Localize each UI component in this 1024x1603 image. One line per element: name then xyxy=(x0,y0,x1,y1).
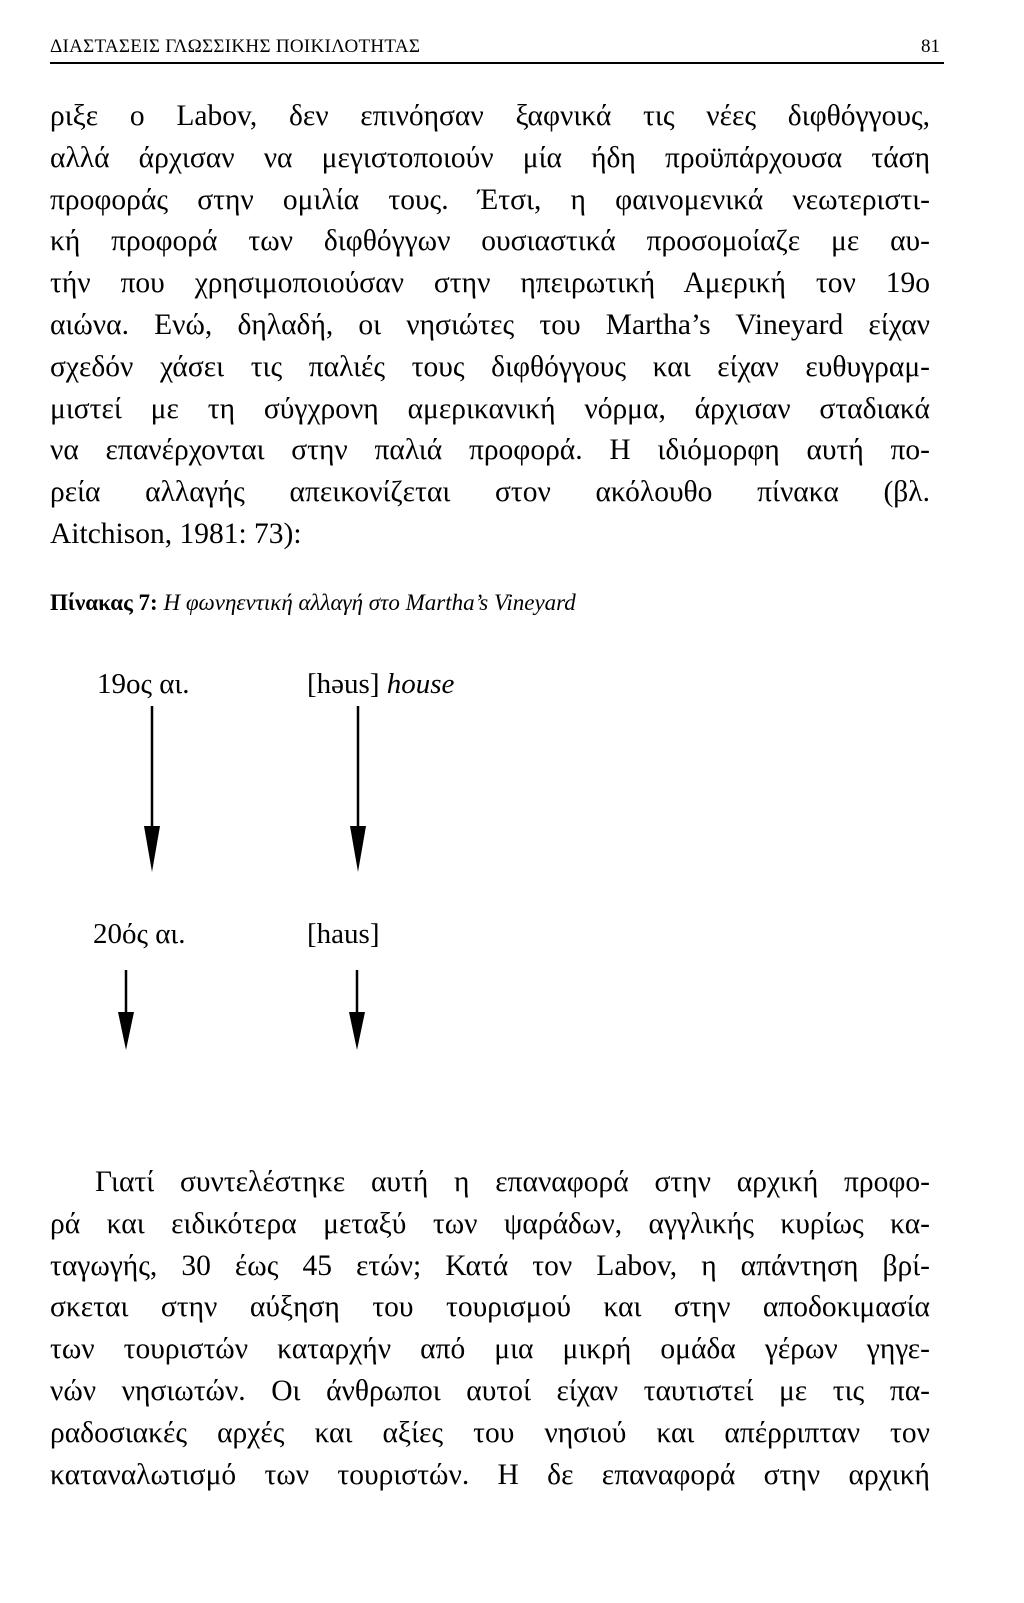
text-line: Γιατί συντελέστηκε αυτή η επαναφορά στην αρχική προφο- xyxy=(95,1166,930,1198)
period-20th-century: 20ός αι. xyxy=(93,918,186,950)
down-arrow-icon xyxy=(114,970,138,1052)
table-caption-label: Πίνακας 7: xyxy=(50,590,158,615)
example-word: house xyxy=(386,668,455,700)
text-line: Aitchison, 1981: 73): xyxy=(50,517,302,550)
text-line: κή προφορά των διφθόγγων ουσιαστικά προσομοίαζε με αυ- xyxy=(50,225,930,258)
text-line: ριξε ο Labov, δεν επινόησαν ξαφνικά τις νέες διφθόγγους, xyxy=(50,100,930,132)
down-arrow-icon xyxy=(140,706,164,874)
text-line: τήν που χρησιμοποιούσαν στην ηπειρωτική Αμερική τον 19ο xyxy=(50,267,930,300)
text-line: μιστεί με τη σύγχρονη αμερικανική νόρμα, άρχισαν σταδιακά xyxy=(50,392,930,425)
text-line: ρά και ειδικότερα μεταξύ των ψαράδων, αγγλικής κυρίως κα- xyxy=(50,1207,930,1240)
running-title: ΔΙΑΣΤΑΣΕΙΣ ΓΛΩΣΣΙΚΗΣ ΠΟΙΚΙΛΟΤΗΤΑΣ xyxy=(50,36,421,57)
down-arrow-icon xyxy=(345,970,369,1052)
phonetic-19th-century xyxy=(307,668,454,701)
text-line: ραδοσιακές αρχές και αξίες του νησιού και απέρριπταν τον xyxy=(50,1416,930,1449)
table-caption-text: Η φωνηεντική αλλαγή στο Martha’s Vineyard xyxy=(163,590,576,615)
text-line: νών νησιωτών. Οι άνθρωποι αυτοί είχαν ταυτιστεί με τις πα- xyxy=(50,1374,930,1407)
page-number: 81 xyxy=(921,36,940,57)
text-line: καταναλωτισμό των τουριστών. Η δε επαναφορά στην αρχική xyxy=(50,1458,930,1491)
text-line: σκεται στην αύξηση του τουρισμού και στην αποδοκιμασία xyxy=(50,1291,930,1324)
running-header xyxy=(50,36,944,64)
text-line: να επανέρχονται στην παλιά προφορά. Η ιδιόμορφη αυτή πο- xyxy=(50,434,930,467)
paragraph-2 xyxy=(50,1162,930,1496)
text-line: των τουριστών καταρχήν από μια μικρή ομάδα γέρων γηγε- xyxy=(50,1333,930,1366)
text-line: προφοράς στην ομιλία τους. Έτσι, η φαινομενικά νεωτεριστι- xyxy=(50,183,930,216)
phonetic-20th-century: [haus] xyxy=(307,918,380,950)
text-line: σχεδόν χάσει τις παλιές τους διφθόγγους και είχαν ευθυγραμ- xyxy=(50,350,930,383)
text-line: ρεία αλλαγής απεικονίζεται στον ακόλουθο πίνακα (βλ. xyxy=(50,476,930,509)
text-line: ταγωγής, 30 έως 45 ετών; Κατά τον Labov, η απάντηση βρί- xyxy=(50,1249,930,1282)
text-line: αλλά άρχισαν να μεγιστοποιούν μία ήδη προϋπάρχουσα τάση xyxy=(50,141,930,174)
paragraph-1 xyxy=(50,96,930,556)
down-arrow-icon xyxy=(346,706,370,874)
text-line: αιώνα. Ενώ, δηλαδή, οι νησιώτες του Martha’s Vineyard είχαν xyxy=(50,308,930,341)
table-caption xyxy=(50,590,576,616)
phonetic-transcription: [həus] xyxy=(307,668,380,700)
period-19th-century: 19ος αι. xyxy=(97,668,190,700)
